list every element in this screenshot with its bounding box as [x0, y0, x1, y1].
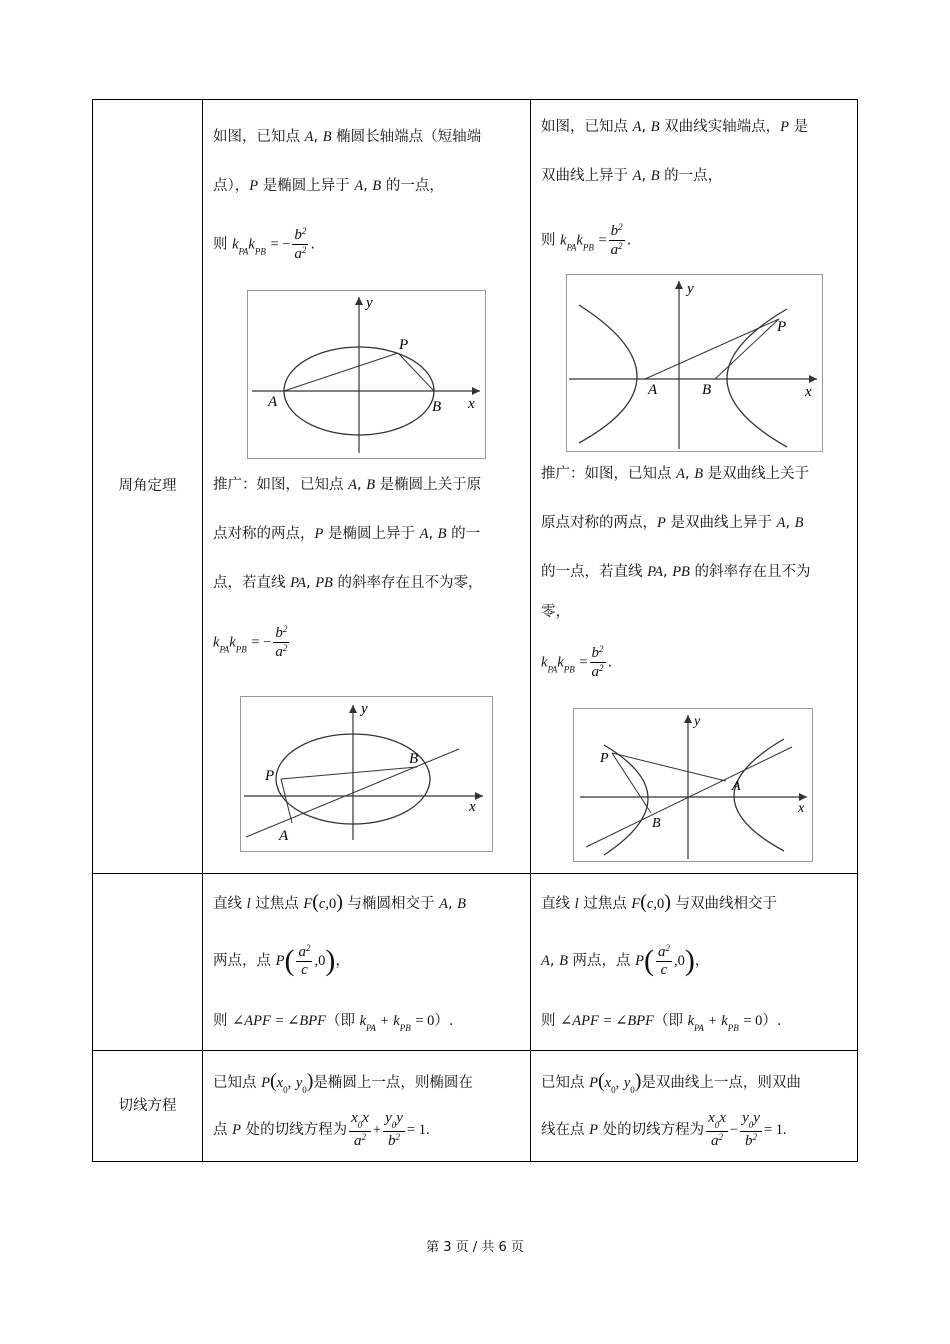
hyperbola-text-line-1: 如图，已知点 A, B 双曲线实轴端点，P 是 — [541, 119, 809, 135]
hyperbola-angle-cell — [531, 100, 858, 874]
chord-pa — [612, 753, 726, 781]
ellipse-ext-line-2: 点对称的两点，P 是椭圆上异于 A, B 的一 — [213, 526, 481, 542]
page-footer: 第 3 页 / 共 6 页 — [426, 1240, 524, 1255]
chord-pb — [715, 319, 779, 379]
hyperbola-focal-line-1: 直线 l 过焦点 F(c,0) 与双曲线相交于 — [541, 891, 777, 913]
ellipse-focal-cell — [203, 874, 531, 1051]
hyperbola-figure — [566, 274, 823, 452]
ellipse-formula-1: 则 $k_{PA}k_{PB}$ = − $\frac{b^2}{a^2}$ . — [213, 226, 316, 262]
ellipse-ext-line-1: 推广：如图，已知点 A, B 是椭圆上关于原 — [213, 477, 482, 493]
table-row — [93, 874, 858, 1051]
row-label-tangent: 切线方程 — [93, 1051, 203, 1162]
hyperbola-ext-line-4: 零， — [541, 604, 570, 620]
arrow-icon — [675, 281, 683, 289]
table-row — [93, 100, 858, 874]
label-p: P — [399, 337, 409, 353]
chord-pa — [645, 319, 779, 379]
hyperbola-ext-line-1: 推广：如图，已知点 A, B 是双曲线上关于 — [541, 466, 810, 482]
hyperbola-formula-1: 则 $k_{PA}k_{PB}$ = $\frac{b^2}{a^2}$ . — [541, 222, 632, 258]
label-a: A — [648, 382, 658, 398]
chord-pb — [398, 353, 434, 391]
hyperbola-formula-2: $k_{PA}k_{PB}$ = $\frac{b^2}{a^2}$ . — [541, 644, 613, 680]
label-b: B — [652, 816, 661, 831]
label-a: A — [268, 394, 278, 410]
hyperbola-focal-line-3: 则 ∠APF = ∠BPF（即 $k_{PA} + k_{PB} = 0$）. — [541, 1013, 782, 1033]
conic-properties-table — [92, 99, 858, 1162]
arrow-icon — [799, 793, 807, 801]
ellipse-tangent-line-1: 已知点 $P(x_0$, $y_0$)是椭圆上一点，则椭圆在 — [213, 1070, 473, 1095]
hyperbola-generalized-figure — [573, 708, 813, 862]
label-a: A — [279, 828, 289, 844]
chord-pb — [281, 767, 417, 779]
arrow-icon — [349, 705, 357, 713]
chord-pa — [281, 779, 292, 823]
table-row — [93, 1051, 858, 1162]
arrow-icon — [684, 715, 692, 723]
ellipse-text-line-2: 点），P 是椭圆上异于 A, B 的一点， — [213, 178, 444, 194]
ellipse-tangent-cell — [203, 1051, 531, 1162]
row-label-focal-chord — [93, 874, 203, 1051]
hyperbola-ext-line-3: 的一点，若直线 PA, PB 的斜率存在且不为 — [541, 564, 811, 580]
hyperbola-left-branch — [579, 305, 637, 443]
hyperbola-tangent-line-2: 线在点 P 处的切线方程为 $\frac{x_0x}{a^2}$ − $\frac{y_0y}{b^2}$ = 1. — [541, 1110, 787, 1149]
label-b: B — [702, 382, 712, 398]
label-y: y — [361, 701, 368, 717]
ellipse-generalized-figure — [240, 696, 493, 852]
arrow-icon — [472, 387, 480, 395]
label-p: P — [777, 319, 787, 335]
label-x: x — [469, 799, 476, 815]
label-x: x — [468, 396, 475, 412]
hyperbola-text-line-2: 双曲线上异于 A, B 的一点， — [541, 168, 723, 184]
hyperbola-right-branch — [734, 739, 784, 851]
label-b: B — [432, 399, 442, 415]
chord-pa — [284, 353, 398, 391]
arrow-icon — [475, 792, 483, 800]
ellipse-tangent-line-2: 点 P 处的切线方程为 $\frac{x_0x}{a^2}$ + $\frac{y_0y}{b^2}$ = 1. — [213, 1110, 430, 1149]
hyperbola-ext-line-2: 原点对称的两点，P 是双曲线上异于 A, B — [541, 515, 804, 531]
label-b: B — [409, 751, 419, 767]
hyperbola-focal-line-2: A, B 两点，点 P( $\frac{a^2}{c}$ ,0)， — [541, 943, 710, 978]
label-p: P — [265, 768, 275, 784]
hyperbola-tangent-line-1: 已知点 $P(x_0$, $y_0$)是双曲线上一点，则双曲 — [541, 1070, 801, 1095]
ellipse-angle-cell — [203, 100, 531, 874]
label-p: P — [600, 751, 609, 766]
ellipse-focal-line-2: 两点，点 P( $\frac{a^2}{c}$ ,0)， — [213, 943, 350, 978]
ellipse-focal-line-1: 直线 l 过焦点 F(c,0) 与椭圆相交于 A, B — [213, 891, 467, 913]
hyperbola-tangent-cell — [531, 1051, 858, 1162]
ellipse-figure — [247, 290, 486, 459]
arrow-icon — [809, 375, 817, 383]
label-y: y — [694, 714, 701, 729]
row-label-angle-theorem: 周角定理 — [93, 100, 203, 874]
label-x: x — [805, 384, 812, 400]
ellipse-text-line-1: 如图，已知点 A, B 椭圆长轴端点（短轴端 — [213, 129, 482, 145]
ellipse-formula-2: $k_{PA}k_{PB}$ = − $\frac{b^2}{a^2}$ — [213, 624, 288, 660]
arrow-icon — [355, 297, 363, 305]
label-a: A — [732, 779, 741, 794]
hyperbola-focal-cell — [531, 874, 858, 1051]
ellipse-ext-line-3: 点，若直线 PA, PB 的斜率存在且不为零， — [213, 575, 483, 591]
label-y: y — [366, 295, 373, 311]
label-x: x — [798, 801, 805, 816]
label-y: y — [687, 281, 694, 297]
ellipse-focal-line-3: 则 ∠APF = ∠BPF（即 $k_{PA} + k_{PB} = 0$）. — [213, 1013, 454, 1033]
hyperbola-left-branch — [604, 745, 648, 855]
